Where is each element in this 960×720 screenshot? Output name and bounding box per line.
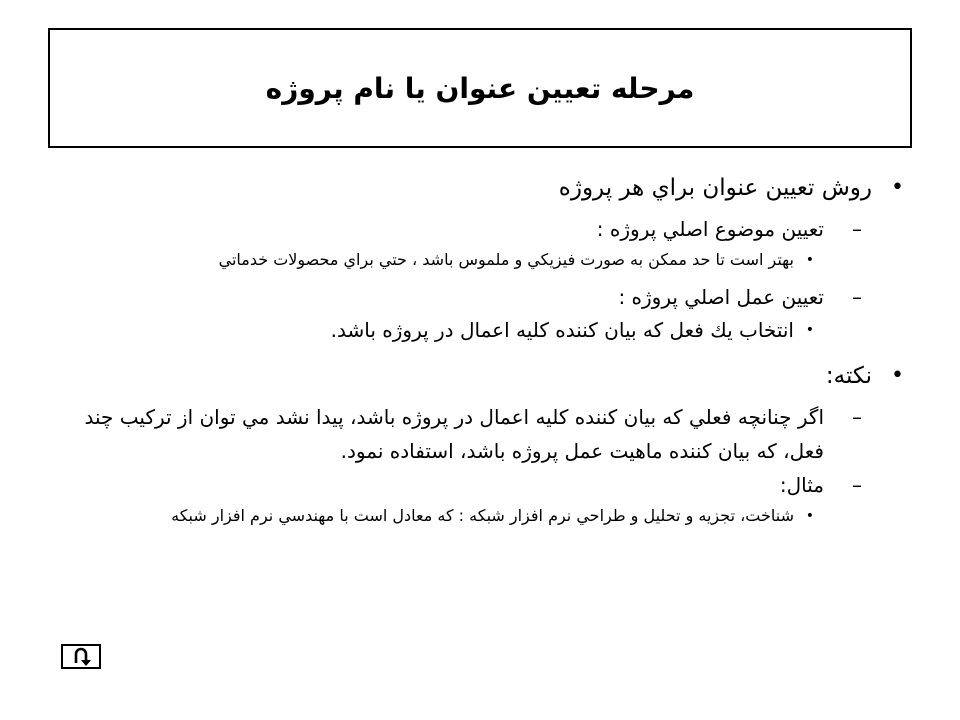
example-detail-text: شناخت، تجزيه و تحليل و طراحي نرم افزار شبكه : كه معادل است با مهندسي نرم افزار شبكه — [171, 506, 794, 525]
sub-point-1 — [60, 212, 912, 246]
sub-point-2-detail — [60, 314, 912, 346]
point-2-text: نكته: — [825, 363, 872, 389]
note-text: اگر چنانچه فعلي كه بيان كننده كليه اعمال در پروژه باشد، پيدا نشد مي توان از تركيب چند فعل، كه بيان كننده ماهيت عمل پروژه باشد، استفاده نمود. — [84, 405, 824, 463]
bullet-marker: • — [805, 508, 814, 524]
bullet-marker: • — [805, 322, 814, 338]
example-label: مثال: — [779, 473, 824, 497]
slide-title: مرحله تعيين عنوان يا نام پروژه — [265, 71, 695, 105]
example-detail — [60, 502, 912, 530]
slide-content — [60, 170, 912, 530]
bullet-marker: • — [805, 252, 814, 268]
dash-marker: – — [852, 473, 862, 497]
return-arrow-icon — [69, 647, 93, 667]
sub-point-1-detail-text: بهتر است تا حد ممكن به صورت فيزيكي و ملموس باشد ، حتي براي محصولات خدماتي — [218, 250, 794, 269]
bullet-marker: • — [891, 363, 904, 388]
dash-marker: – — [852, 405, 862, 429]
note-item — [60, 400, 912, 468]
sub-point-1-detail — [60, 246, 912, 274]
example-item — [60, 468, 912, 502]
dash-marker: – — [852, 217, 862, 241]
bullet-point-2 — [60, 358, 912, 394]
point-1-text: روش تعيين عنوان براي هر پروژه — [558, 175, 872, 201]
back-button[interactable] — [61, 644, 101, 669]
bullet-point-1 — [60, 170, 912, 206]
sub-point-2-text: تعيين عمل اصلي پروژه : — [618, 285, 824, 309]
bullet-marker: • — [891, 175, 904, 200]
title-box — [48, 28, 912, 148]
sub-point-1-text: تعيين موضوع اصلي پروژه : — [596, 217, 824, 241]
sub-point-2-detail-text: انتخاب يك فعل كه بيان كننده كليه اعمال در پروژه باشد. — [330, 318, 794, 342]
dash-marker: – — [852, 285, 862, 309]
sub-point-2 — [60, 280, 912, 314]
